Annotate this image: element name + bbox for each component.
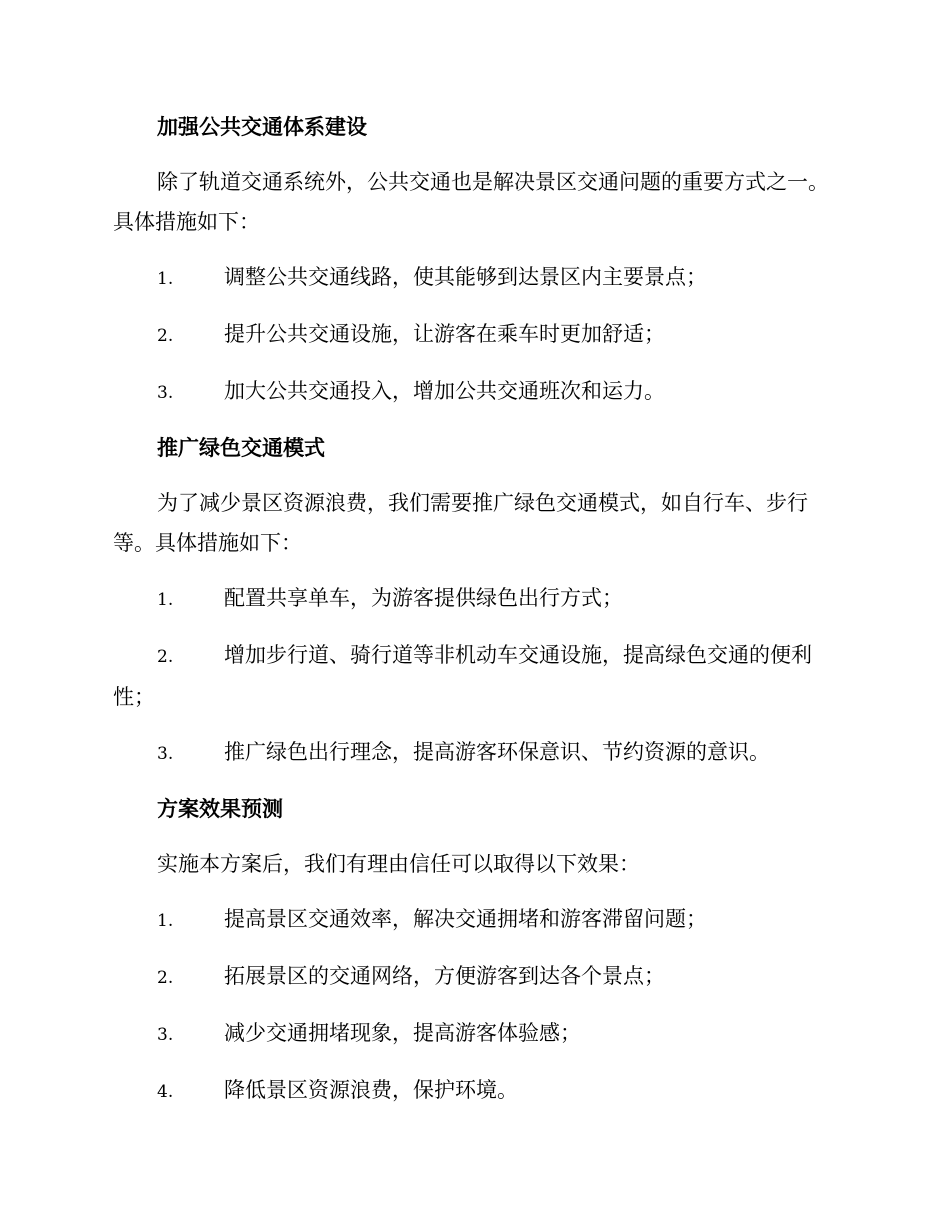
section-public-transport <box>113 107 840 413</box>
list-item <box>113 899 840 941</box>
list-text: 调整公共交通线路，使其能够到达景区内主要景点； <box>224 265 707 289</box>
list-text: 提升公共交通设施，让游客在乘车时更加舒适； <box>224 322 665 346</box>
list-number: 4. <box>157 1082 174 1102</box>
section-green-transport <box>113 428 840 774</box>
list-text: 增加步行道、骑行道等非机动车交通设施，提高绿色交通的便利性； <box>113 643 812 709</box>
list-item <box>113 732 840 774</box>
section-effect-forecast <box>113 789 840 1112</box>
list-text: 加大公共交通投入，增加公共交通班次和运力。 <box>224 379 665 403</box>
section-intro: 实施本方案后，我们有理由信任可以取得以下效果： <box>157 852 640 876</box>
list-number: 1. <box>157 590 174 610</box>
list-text: 减少交通拥堵现象，提高游客体验感； <box>224 1021 581 1045</box>
list-item <box>113 371 840 413</box>
list-number: 2. <box>157 968 174 988</box>
list-item <box>113 578 840 620</box>
list-text: 配置共享单车，为游客提供绿色出行方式； <box>224 586 623 610</box>
section-heading: 方案效果预测 <box>157 796 283 821</box>
list-number: 1. <box>157 269 174 289</box>
list-text: 降低景区资源浪费，保护环境。 <box>224 1078 518 1102</box>
list-text: 拓展景区的交通网络，方便游客到达各个景点； <box>224 964 665 988</box>
section-intro: 为了减少景区资源浪费，我们需要推广绿色交通模式，如自行车、步行等。具体措施如下： <box>113 491 808 555</box>
section-intro: 除了轨道交通系统外，公共交通也是解决景区交通问题的重要方式之一。具体措施如下： <box>113 170 829 234</box>
list-number: 3. <box>157 383 174 403</box>
section-heading: 推广绿色交通模式 <box>157 435 325 460</box>
list-item <box>113 956 840 998</box>
list-item <box>113 635 840 717</box>
list-number: 2. <box>157 647 174 667</box>
list-item <box>113 1013 840 1055</box>
list-number: 3. <box>157 1025 174 1045</box>
list-text: 提高景区交通效率，解决交通拥堵和游客滞留问题； <box>224 907 707 931</box>
list-item <box>113 314 840 356</box>
list-number: 3. <box>157 744 174 764</box>
list-text: 推广绿色出行理念，提高游客环保意识、节约资源的意识。 <box>224 740 770 764</box>
list-item <box>113 1070 840 1112</box>
list-item <box>113 257 840 299</box>
list-number: 1. <box>157 911 174 931</box>
list-number: 2. <box>157 326 174 346</box>
section-heading: 加强公共交通体系建设 <box>157 114 367 139</box>
